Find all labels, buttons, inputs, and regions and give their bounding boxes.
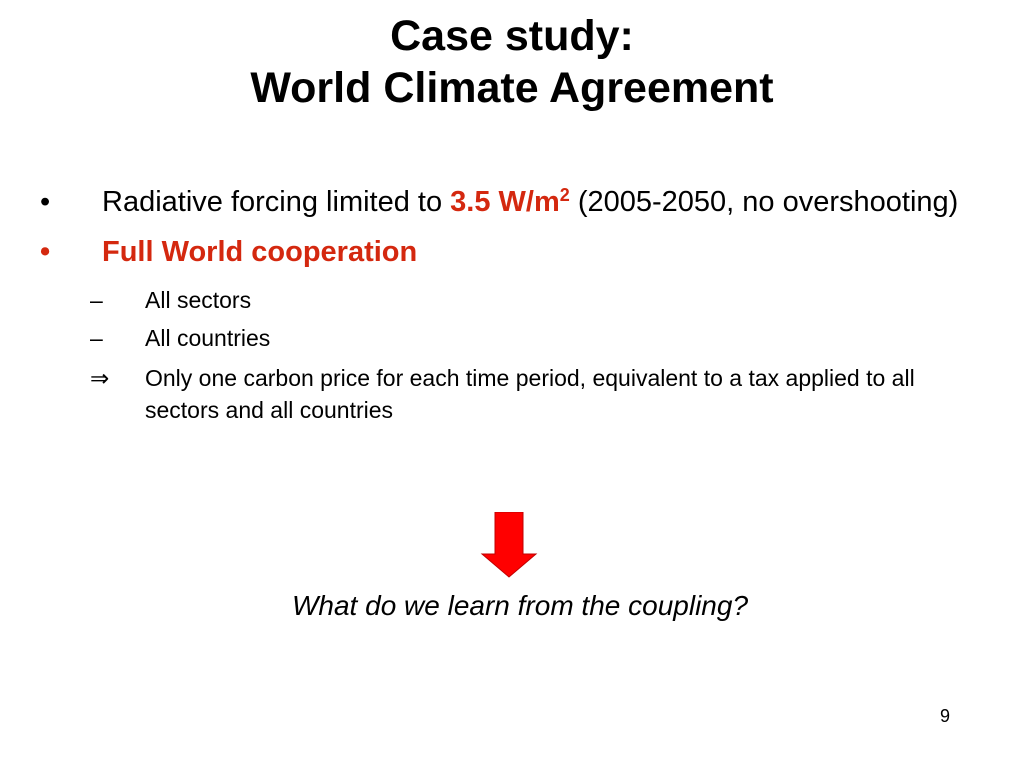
bullet-text-after: (2005-2050, no overshooting) xyxy=(569,186,959,218)
forcing-value-superscript: 2 xyxy=(559,185,570,205)
bullet-full-cooperation xyxy=(40,232,980,272)
bullet-marker: • xyxy=(40,186,51,218)
title-line-2: World Climate Agreement xyxy=(250,64,774,112)
bullet-text-before: Radiative forcing limited to xyxy=(102,186,451,218)
page-number: 9 xyxy=(940,706,951,726)
sub-bullet-text: All countries xyxy=(145,325,271,351)
title-line-1: Case study: xyxy=(390,12,634,60)
bullet-list xyxy=(40,182,980,426)
sub-bullet-sectors xyxy=(40,282,980,318)
sub-bullet-carbon-price xyxy=(40,362,980,426)
implies-arrow-icon: ⇒ xyxy=(90,365,110,391)
dash-marker: – xyxy=(90,325,103,351)
bullet-marker: • xyxy=(40,236,51,268)
bullet-text: Full World cooperation xyxy=(102,236,418,268)
forcing-value-text: 3.5 W/m xyxy=(450,186,560,218)
bullet-radiative-forcing xyxy=(40,182,980,222)
dash-marker: – xyxy=(90,287,103,313)
sub-bullet-countries xyxy=(40,320,980,356)
down-arrow-icon xyxy=(480,512,538,578)
slide-title xyxy=(0,10,1024,114)
coupling-question: What do we learn from the coupling? xyxy=(291,590,749,621)
sub-bullet-text: All sectors xyxy=(145,287,252,313)
forcing-value xyxy=(450,186,570,218)
sub-bullet-text: Only one carbon price for each time period, equivalent to a tax applied to all sectors and all countries xyxy=(145,365,915,423)
